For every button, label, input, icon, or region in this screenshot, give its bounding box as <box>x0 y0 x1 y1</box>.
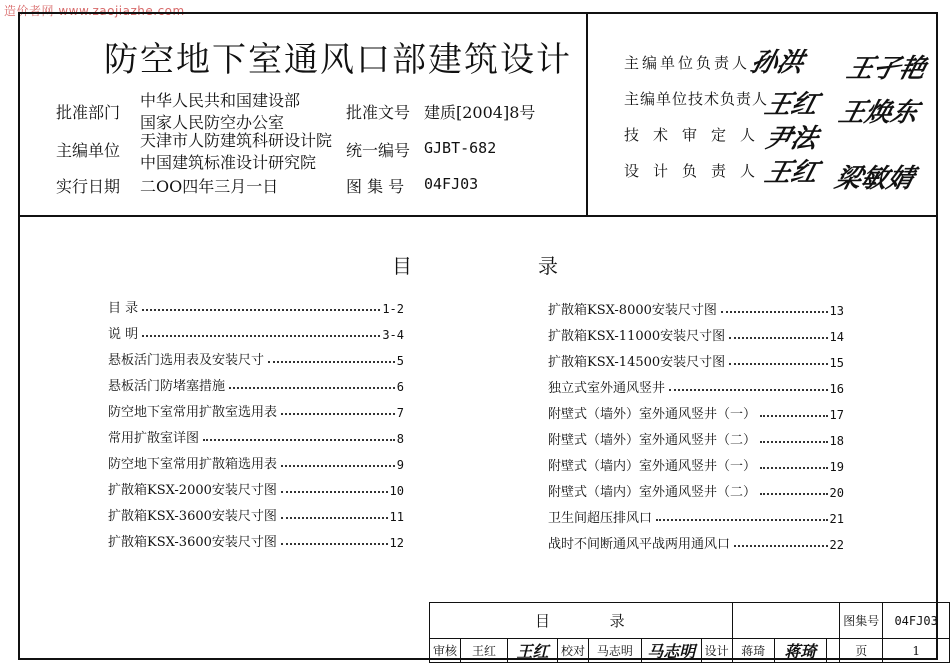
toc-item-page: 18 <box>829 434 844 448</box>
toc-item-text: 附壁式（墙内）室外通风竖井（二） <box>548 485 757 500</box>
signature-designer-2: 梁敏婧 <box>831 164 918 194</box>
approver-2: 国家人民防空办公室 <box>140 113 285 132</box>
toc-item-text: 卫生间超压排风口 <box>548 511 653 526</box>
signature-designer-1: 王红 <box>761 158 822 188</box>
toc-leader <box>281 464 395 467</box>
signature-reviewer-1: 尹法 <box>761 124 822 154</box>
editor-1: 天津市人防建筑科研设计院 <box>140 131 333 150</box>
toc-leader <box>142 308 380 311</box>
sig-label-tech-chief: 主编单位技术负责人 <box>624 90 769 108</box>
toc-leader <box>669 388 828 391</box>
toc-item-page: 6 <box>396 380 404 394</box>
toc-item-page: 15 <box>829 356 844 370</box>
toc-leader <box>281 542 388 545</box>
toc-leader <box>142 334 380 337</box>
toc-item[interactable] <box>108 504 404 524</box>
toc-item[interactable] <box>108 348 404 368</box>
toc-item-text: 独立式室外通风竖井 <box>548 381 666 396</box>
toc-item-page: 9 <box>396 458 404 472</box>
review-name: 王红 <box>461 639 508 663</box>
document-title: 防空地下室通风口部建筑设计 <box>104 40 572 80</box>
toc-item[interactable] <box>108 530 404 550</box>
toc-leader <box>729 336 827 339</box>
review-label: 审核 <box>430 639 461 663</box>
toc-item[interactable] <box>548 298 844 318</box>
toc-item[interactable] <box>548 376 844 396</box>
toc-leader <box>281 516 388 519</box>
effective-date: 二OO四年三月一日 <box>140 177 279 196</box>
watermark: 造价者网 www.zaojiazhe.com <box>4 4 185 18</box>
check-name: 马志明 <box>588 639 641 663</box>
toc-item-page: 1-2 <box>382 302 404 316</box>
toc-leader <box>268 360 395 363</box>
sig-label-chief: 主编单位负责人 <box>624 54 751 72</box>
toc-item[interactable] <box>548 428 844 448</box>
toc-item-page: 20 <box>829 486 844 500</box>
toc-item[interactable] <box>108 452 404 472</box>
toc-item-page: 7 <box>396 406 404 420</box>
toc-item-text: 附壁式（墙外）室外通风竖井（一） <box>548 407 757 422</box>
toc-item-text: 悬板活门选用表及安装尺寸 <box>108 353 265 368</box>
toc-item[interactable] <box>108 400 404 420</box>
unified-no-label: 统一编号 <box>346 141 411 160</box>
toc-item[interactable] <box>108 478 404 498</box>
title-block-name-left: 目 <box>535 612 553 630</box>
toc-heading-left: 目 <box>392 254 412 278</box>
toc-item-text: 附壁式（墙外）室外通风竖井（二） <box>548 433 757 448</box>
toc-right-column <box>548 298 844 552</box>
atlas-no-cell-label: 图集号 <box>840 603 883 639</box>
toc-item-text: 扩散箱KSX-2000安装尺寸图 <box>108 483 277 498</box>
toc-item-page: 21 <box>829 512 844 526</box>
signature-chief-2: 王孑艳 <box>843 54 930 84</box>
toc-item-text: 扩散箱KSX-14500安装尺寸图 <box>548 355 726 370</box>
title-block-name <box>430 603 733 639</box>
atlas-no: 04FJ03 <box>424 175 479 193</box>
toc-item-page: 16 <box>829 382 844 396</box>
title-block-table <box>429 602 950 663</box>
toc-item-text: 扩散箱KSX-11000安装尺寸图 <box>548 329 726 344</box>
approver-label: 批准部门 <box>56 103 121 122</box>
toc-item-page: 14 <box>829 330 844 344</box>
toc-item-text: 扩散箱KSX-8000安装尺寸图 <box>548 303 717 318</box>
atlas-no-label: 图 集 号 <box>346 177 405 196</box>
atlas-no-cell-value: 04FJ03 <box>883 603 950 639</box>
sig-label-reviewer: 技术审定人 <box>624 126 770 144</box>
signature-tech-chief-2: 王焕东 <box>835 98 922 128</box>
toc-leader <box>229 386 395 389</box>
title-block-name-right: 录 <box>609 612 627 630</box>
toc-item[interactable] <box>548 454 844 474</box>
toc-item-page: 17 <box>829 408 844 422</box>
toc-heading-right: 录 <box>538 254 558 278</box>
toc-item[interactable] <box>548 480 844 500</box>
toc-item[interactable] <box>548 402 844 422</box>
toc-item-text: 常用扩散室详图 <box>108 431 200 446</box>
check-signature: 马志明 <box>641 639 701 663</box>
toc-item-page: 11 <box>389 510 404 524</box>
toc-leader <box>760 466 828 469</box>
toc-leader <box>760 414 828 417</box>
toc-leader <box>760 440 828 443</box>
signature-tech-chief-1: 王红 <box>761 90 822 120</box>
toc-item-text: 扩散箱KSX-3600安装尺寸图 <box>108 509 277 524</box>
title-block-spacer <box>732 603 840 639</box>
review-signature: 王红 <box>507 639 557 663</box>
toc-item[interactable] <box>108 426 404 446</box>
toc-item-page: 3-4 <box>382 328 404 342</box>
date-label: 实行日期 <box>56 177 121 196</box>
toc-item-text: 附壁式（墙内）室外通风竖井（一） <box>548 459 757 474</box>
toc-item-page: 8 <box>396 432 404 446</box>
toc-item[interactable] <box>548 532 844 552</box>
unified-no: GJBT-682 <box>424 139 497 157</box>
toc-item-page: 22 <box>829 538 844 552</box>
approval-no: 建质[2004]8号 <box>424 103 536 122</box>
sig-label-designer: 设计负责人 <box>624 162 770 180</box>
approval-no-label: 批准文号 <box>346 103 411 122</box>
design-label: 设计 <box>701 639 732 663</box>
toc-item-text: 扩散箱KSX-3600安装尺寸图 <box>108 535 277 550</box>
toc-left-column <box>108 296 404 550</box>
toc-leader <box>721 310 828 313</box>
toc-item-page: 13 <box>829 304 844 318</box>
toc-item-text: 战时不间断通风平战两用通风口 <box>548 537 731 552</box>
toc-item-page: 10 <box>389 484 404 498</box>
toc-leader <box>281 490 388 493</box>
check-label: 校对 <box>557 639 588 663</box>
toc-item-page: 19 <box>829 460 844 474</box>
toc-leader <box>656 518 828 521</box>
toc-item[interactable] <box>548 506 844 526</box>
toc-item[interactable] <box>548 324 844 344</box>
editor-label: 主编单位 <box>56 141 121 160</box>
toc-item-page: 12 <box>389 536 404 550</box>
page-label: 页 <box>840 639 883 663</box>
toc-leader <box>734 544 828 547</box>
toc-item-text: 防空地下室常用扩散室选用表 <box>108 405 278 420</box>
toc-item-text: 目 录 <box>108 301 139 316</box>
title-block <box>429 602 950 663</box>
toc-leader <box>760 492 828 495</box>
page-value: 1 <box>883 639 950 663</box>
header-divider <box>18 215 938 217</box>
toc-leader <box>203 438 395 441</box>
toc-item[interactable] <box>108 374 404 394</box>
toc-item-page: 5 <box>396 354 404 368</box>
toc-item[interactable] <box>108 322 404 342</box>
toc-item-text: 说 明 <box>108 327 139 342</box>
toc-item-text: 悬板活门防堵塞措施 <box>108 379 226 394</box>
title-block-gap <box>826 639 840 663</box>
toc-item[interactable] <box>108 296 404 316</box>
editor-2: 中国建筑标准设计研究院 <box>140 153 317 172</box>
header-vertical-divider <box>586 12 588 216</box>
toc-leader <box>729 362 827 365</box>
toc-item[interactable] <box>548 350 844 370</box>
design-signature: 蒋琦 <box>774 639 826 663</box>
toc-item-text: 防空地下室常用扩散箱选用表 <box>108 457 278 472</box>
toc-leader <box>281 412 395 415</box>
approver-1: 中华人民共和国建设部 <box>140 91 301 110</box>
signature-chief-1: 孙洪 <box>747 48 808 78</box>
design-name: 蒋琦 <box>732 639 774 663</box>
